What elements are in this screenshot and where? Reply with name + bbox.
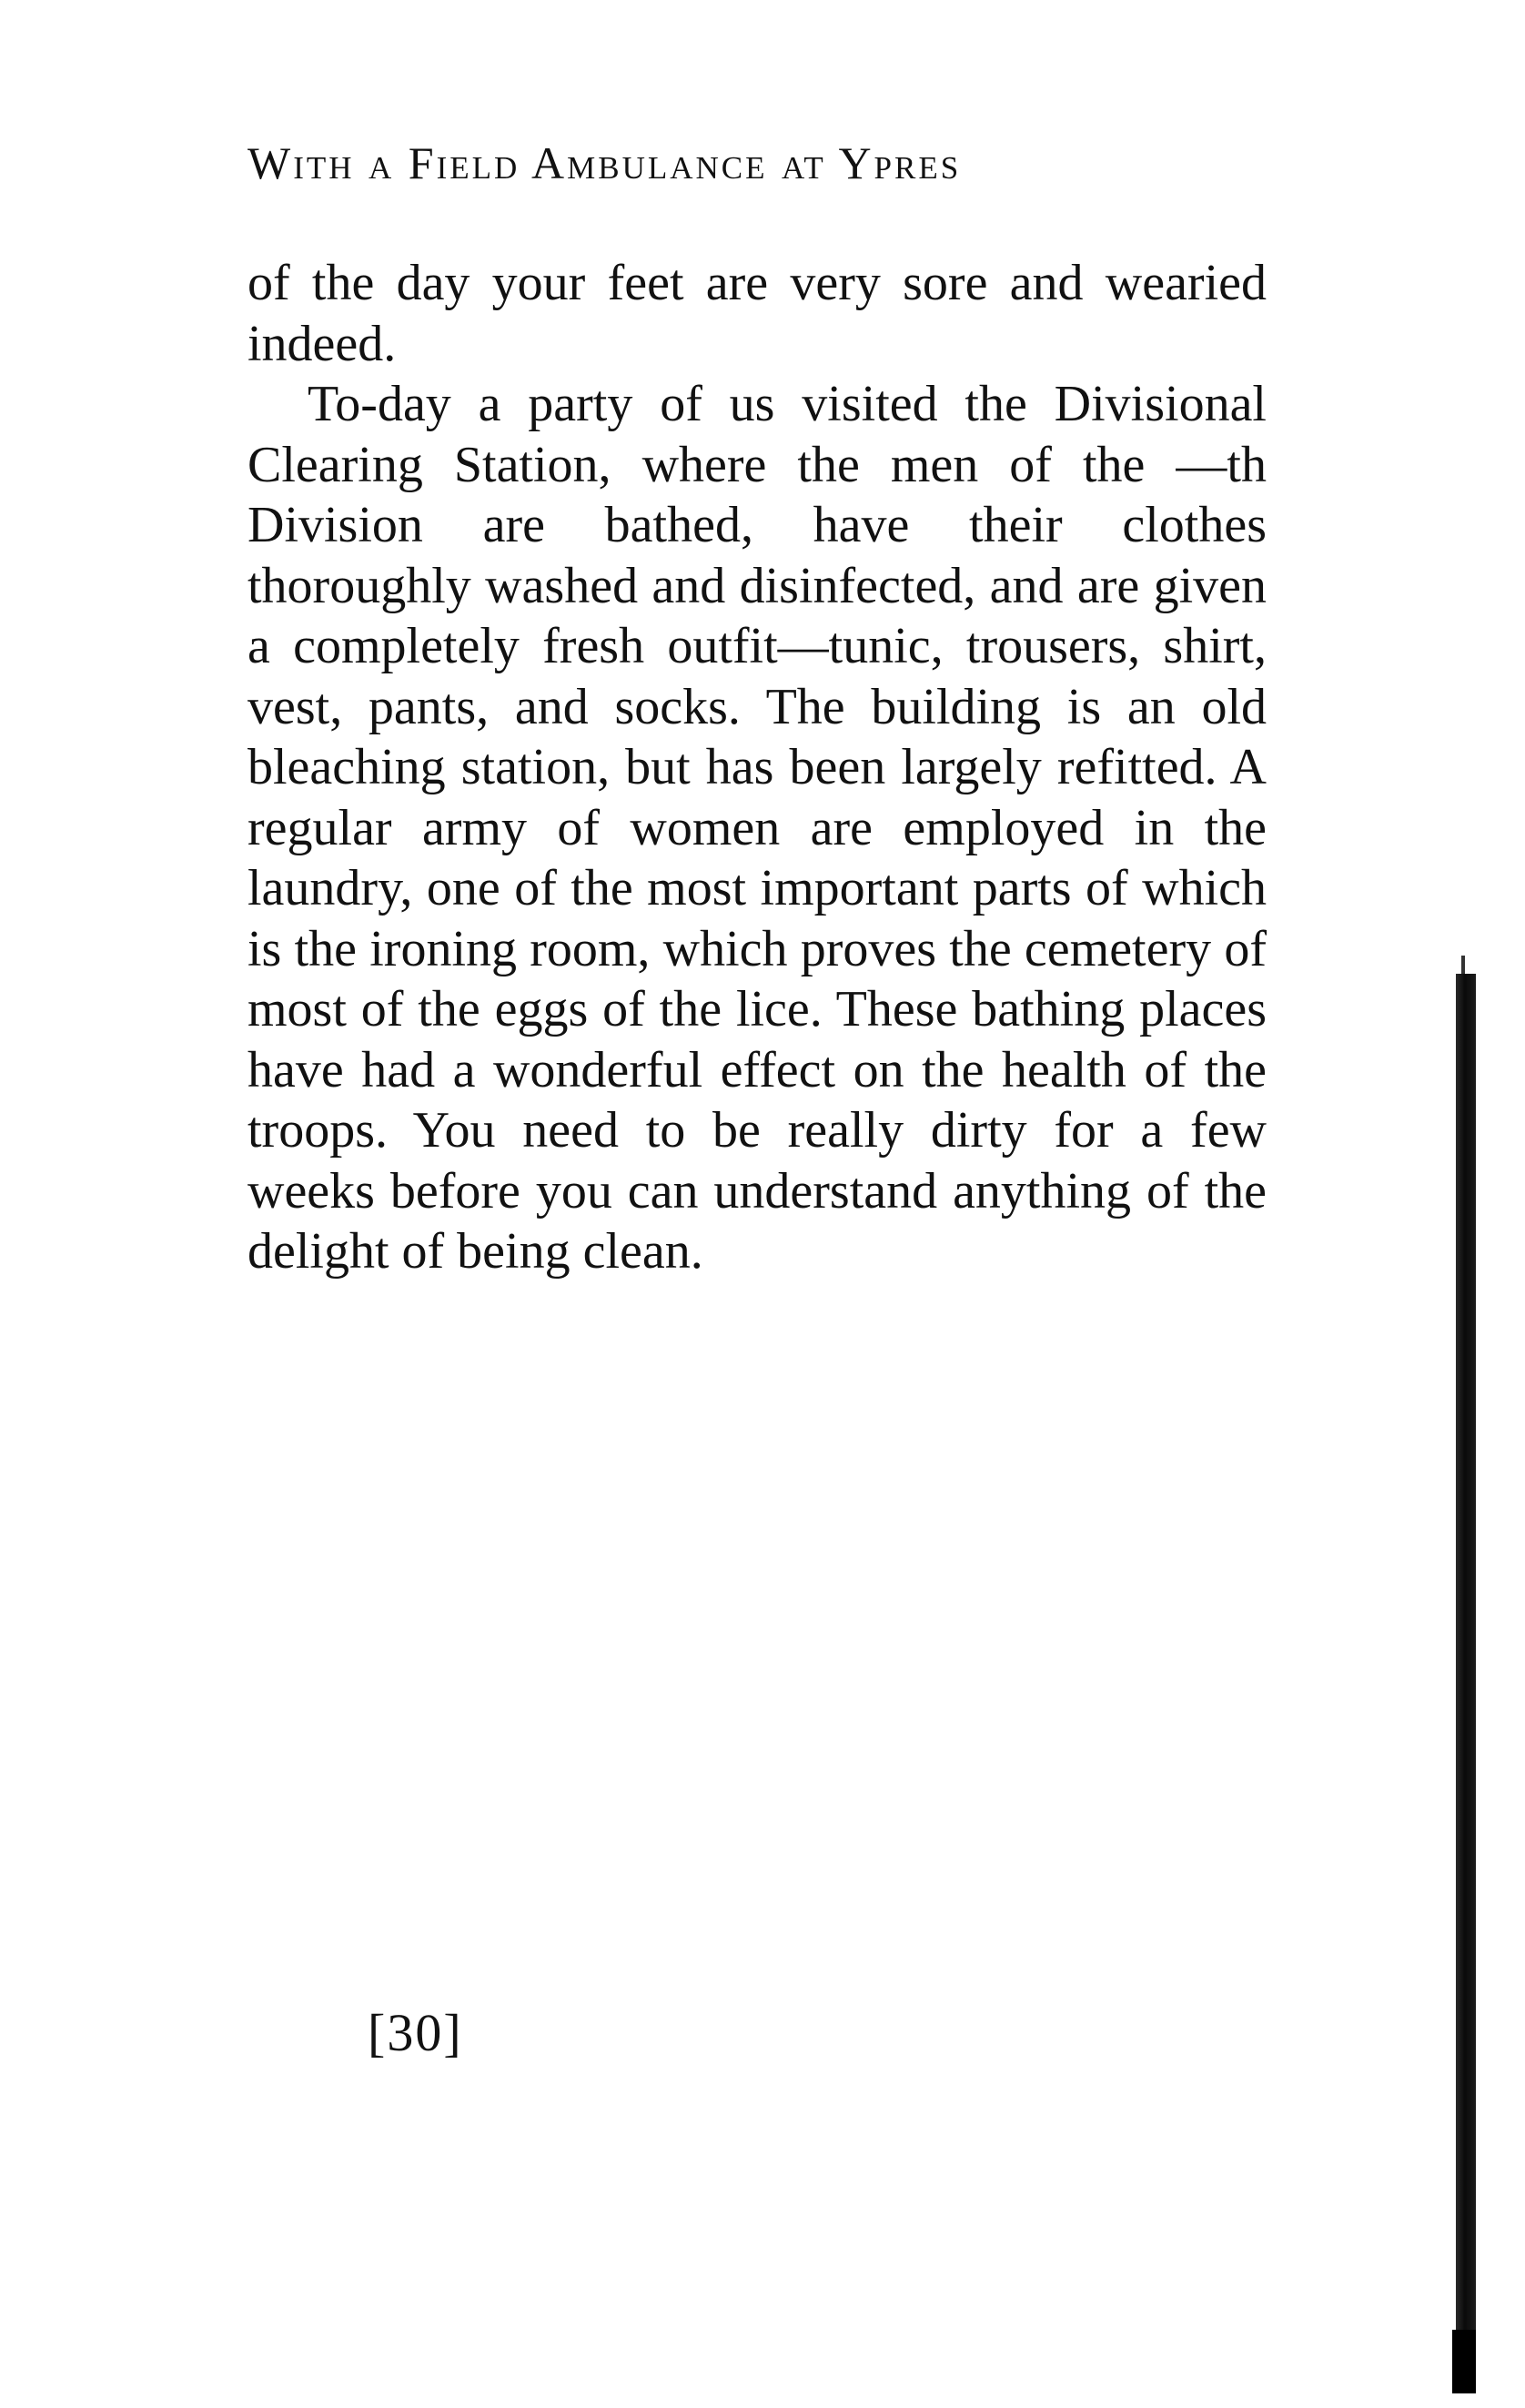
- paragraph-continuation: of the day your feet are very sore and wearied indeed.: [247, 255, 1267, 372]
- body-text: [247, 253, 1267, 1282]
- paragraph: To-day a party of us visited the Divisional Clearing Station, where the men of the —th Division are bathed, have their clothes thoroughly washed and disinfected, and are given a completely fresh outfit—tunic, trousers, shirt, vest, pants, and socks. The building is an old bleaching station, but has been largely refitted. A regular army of women are employed in the laundry, one of the most important parts of which is the ironing room, which proves the cemetery of most of the eggs of the lice. These bathing places have had a wonderful effect on the health of the troops. You need to be really dirty for a few weeks before you can understand anything of the delight of being clean.: [247, 376, 1267, 1280]
- running-head: With a Field Ambulance at Ypres: [247, 137, 962, 188]
- page-edge-shadow-bottom: [1452, 2330, 1476, 2393]
- page-number: [30]: [368, 2003, 463, 2062]
- page-edge-shadow: [1456, 974, 1476, 2393]
